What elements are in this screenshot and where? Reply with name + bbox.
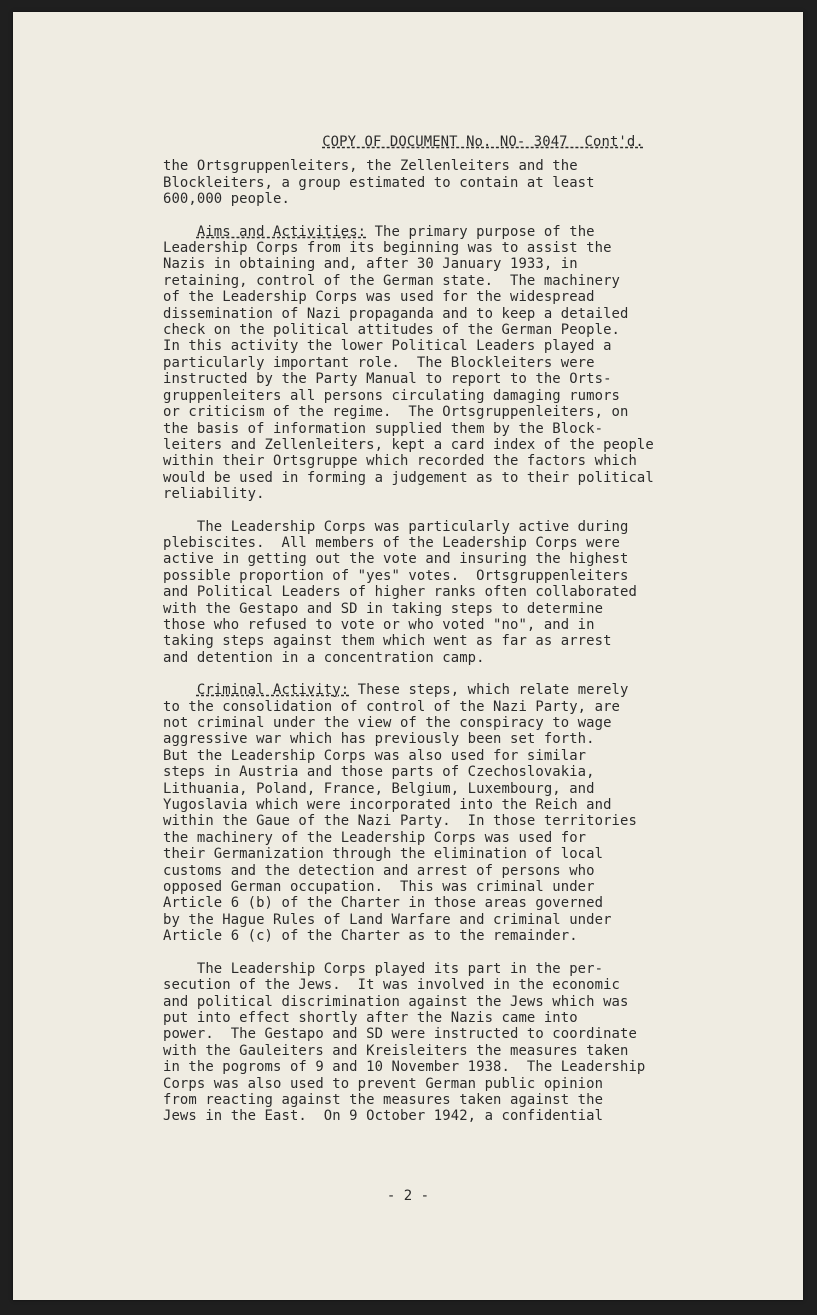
text-line: retaining, control of the German state. The machinery — [163, 272, 620, 289]
text-line: put into effect shortly after the Nazis came into — [163, 1009, 578, 1026]
text-line: power. The Gestapo and SD were instructed to coordinate — [163, 1026, 637, 1043]
page-number: - 2 - — [386, 1188, 430, 1204]
text-line: leiters and Zellenleiters, kept a card index of the people — [163, 436, 654, 453]
text-line: Criminal Activity: These steps, which relate merely — [196, 682, 629, 699]
text-line: 600,000 people. — [163, 191, 290, 208]
text-line: from reacting against the measures taken against the — [163, 1091, 604, 1108]
document-body — [163, 134, 763, 1141]
text-line: taking steps against them which went as far as arrest — [163, 633, 612, 650]
text-line: with the Gestapo and SD in taking steps to determine — [163, 600, 604, 617]
text-line: Blockleiters, a group estimated to contain at least — [163, 174, 595, 191]
text-line: within their Ortsgruppe which recorded the factors which — [163, 453, 637, 470]
text-line: would be used in forming a judgement as to their political — [163, 469, 654, 486]
text-line: the Ortsgruppenleiters, the Zellenleiters and the — [163, 158, 578, 175]
text-line: Corps was also used to prevent German public opinion — [163, 1075, 604, 1092]
text-line: In this activity the lower Political Leaders played a — [163, 338, 612, 355]
text-line: dissemination of Nazi propaganda and to keep a detailed — [163, 305, 629, 322]
text-line: not criminal under the view of the conspiracy to wage — [163, 715, 612, 731]
section-heading: Aims and Activities: — [196, 223, 367, 240]
text-line: in the pogroms of 9 and 10 November 1938. The Leadership — [163, 1059, 646, 1076]
paragraph — [163, 682, 763, 945]
text-line: to the consolidation of control of the Nazi Party, are — [163, 698, 620, 715]
document-header: COPY OF DOCUMENT No. NO- 3047 Cont'd. — [322, 134, 644, 150]
text-line: Article 6 (c) of the Charter as to the remainder. — [163, 928, 578, 945]
text-line: by the Hague Rules of Land Warfare and criminal under — [163, 911, 612, 928]
text-line: or criticism of the regime. The Ortsgruppenleiters, on — [163, 404, 629, 421]
text-line: gruppenleiters all persons circulating damaging rumors — [163, 387, 620, 404]
text-line: Article 6 (b) of the Charter in those areas governed — [163, 895, 604, 912]
text-line: steps in Austria and those parts of Czechoslovakia, — [163, 764, 595, 781]
paragraph — [163, 158, 763, 207]
text-line: within the Gaue of the Nazi Party. In those territories — [163, 813, 637, 830]
text-line: possible proportion of "yes" votes. Ortsgruppenleiters — [163, 567, 629, 584]
text-line: But the Leadership Corps was also used for similar — [163, 747, 587, 764]
text-line: plebiscites. All members of the Leadership Corps were — [163, 534, 620, 551]
text-line: active in getting out the vote and insuring the highest — [163, 551, 629, 568]
text-line: aggressive war which has previously been set forth. — [163, 731, 595, 748]
text-line: their Germanization through the elimination of local — [163, 846, 604, 863]
text-line: The Leadership Corps played its part in the per- — [163, 960, 604, 977]
text-line: of the Leadership Corps was used for the widespread — [163, 289, 595, 306]
paragraph — [163, 519, 763, 667]
text-line: Nazis in obtaining and, after 30 January 1933, in — [163, 256, 578, 273]
text-line: Yugoslavia which were incorporated into the Reich and — [163, 797, 612, 814]
section-heading: Criminal Activity: — [196, 682, 350, 699]
paragraph — [163, 961, 763, 1125]
text-line: Lithuania, Poland, France, Belgium, Luxembourg, and — [163, 780, 595, 797]
paragraph — [163, 224, 763, 503]
text-line: particularly important role. The Blockleiters were — [163, 354, 595, 371]
document-page — [13, 12, 803, 1300]
text-line: those who refused to vote or who voted "no", and in — [163, 616, 595, 633]
text-line: The Leadership Corps was particularly active during — [163, 518, 629, 535]
text-line: the basis of information supplied them by the Block- — [163, 420, 604, 437]
text-line: reliability. — [163, 486, 265, 503]
text-line: opposed German occupation. This was criminal under — [163, 879, 595, 896]
text-line: secution of the Jews. It was involved in the economic — [163, 977, 620, 994]
text-line: Jews in the East. On 9 October 1942, a confidential — [163, 1108, 604, 1125]
text-line: and political discrimination against the Jews which was — [163, 993, 629, 1010]
paragraph-container — [163, 158, 763, 1124]
text-line: the machinery of the Leadership Corps was used for — [163, 829, 587, 846]
text-line: and Political Leaders of higher ranks often collaborated — [163, 584, 637, 601]
text-line: Aims and Activities: The primary purpose of the — [196, 223, 595, 240]
text-line: and detention in a concentration camp. — [163, 649, 485, 666]
text-line: Leadership Corps from its beginning was to assist the — [163, 240, 612, 257]
text-line: customs and the detection and arrest of persons who — [163, 862, 595, 879]
text-line: check on the political attitudes of the German People. — [163, 322, 620, 339]
text-line: instructed by the Party Manual to report to the Orts- — [163, 371, 612, 388]
text-line: with the Gauleiters and Kreisleiters the measures taken — [163, 1042, 629, 1059]
